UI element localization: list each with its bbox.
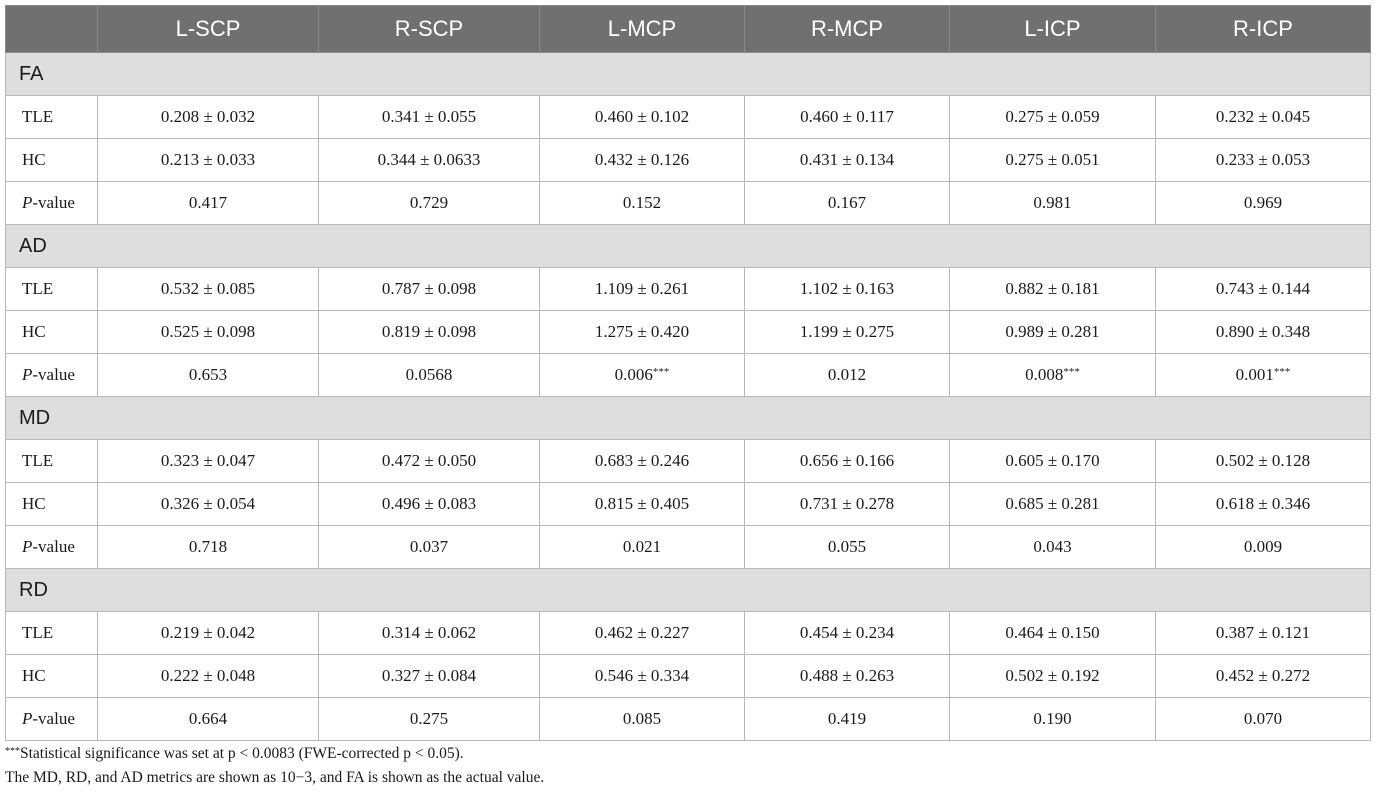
- table-row: [6, 139, 1371, 182]
- table-cell: [950, 526, 1156, 569]
- table-cell: [1156, 526, 1371, 569]
- table-cell: [540, 526, 745, 569]
- column-header-l-mcp: L-MCP: [540, 6, 745, 53]
- row-label-italic: P: [22, 537, 33, 556]
- cell-value: 0.431 ± 0.134: [799, 150, 895, 169]
- cell-value: 0.618 ± 0.346: [1215, 494, 1311, 513]
- table-cell: [745, 268, 950, 311]
- table-cell: [540, 698, 745, 741]
- cell-value: 0.213 ± 0.033: [160, 150, 256, 169]
- cell-value: 0.055: [827, 537, 867, 556]
- cell-value: 0.012: [827, 365, 867, 384]
- data-table: [5, 5, 1371, 741]
- table-cell: [950, 354, 1156, 397]
- table-cell: [950, 440, 1156, 483]
- column-header-l-scp: L-SCP: [98, 6, 319, 53]
- cell-value: 0.208 ± 0.032: [160, 107, 256, 126]
- row-label: [6, 526, 98, 569]
- row-label: TLE: [6, 268, 98, 311]
- table-cell: [1156, 182, 1371, 225]
- footnote-metrics: The MD, RD, and AD metrics are shown as 10−3, and FA is shown as the actual value.: [5, 769, 545, 786]
- footnote-significance-text: Statistical significance was set at p < 0.0083 (FWE-corrected p < 0.05).: [20, 745, 464, 762]
- cell-value: 0.729: [409, 193, 449, 212]
- table-row: [6, 612, 1371, 655]
- row-label: TLE: [6, 440, 98, 483]
- table-cell: [950, 311, 1156, 354]
- row-label: HC: [6, 139, 98, 182]
- row-label-italic: P: [22, 193, 33, 212]
- cell-value: 0.190: [1033, 709, 1072, 728]
- cell-value: 0.314 ± 0.062: [381, 623, 477, 642]
- row-label: [6, 698, 98, 741]
- table-row: [6, 268, 1371, 311]
- table-cell: [1156, 655, 1371, 698]
- table-cell: [745, 311, 950, 354]
- cell-value: 0.532 ± 0.085: [160, 279, 256, 298]
- section-title: MD: [6, 397, 1371, 440]
- table-row: [6, 182, 1371, 225]
- cell-value: 0.222 ± 0.048: [160, 666, 256, 685]
- table-cell: [540, 440, 745, 483]
- cell-value: 0.460 ± 0.117: [800, 107, 894, 126]
- cell-value: 0.546 ± 0.334: [594, 666, 690, 685]
- table-body: [6, 53, 1371, 741]
- section-row-ad: [6, 225, 1371, 268]
- row-label: HC: [6, 655, 98, 698]
- cell-value: 0.488 ± 0.263: [799, 666, 895, 685]
- table-cell: [950, 612, 1156, 655]
- table-cell: [319, 483, 540, 526]
- table-cell: [319, 526, 540, 569]
- cell-value: 0.232 ± 0.045: [1215, 107, 1311, 126]
- table-cell: [745, 612, 950, 655]
- table-cell: [319, 698, 540, 741]
- table-cell: [745, 655, 950, 698]
- cell-value: 0.969: [1243, 193, 1283, 212]
- table-cell: [98, 311, 319, 354]
- cell-value: 0.502 ± 0.128: [1215, 451, 1311, 470]
- table-row: [6, 354, 1371, 397]
- cell-value: 0.731 ± 0.278: [799, 494, 895, 513]
- table-cell: [98, 526, 319, 569]
- row-label-rest: -value: [32, 365, 75, 384]
- table-cell: [98, 698, 319, 741]
- cell-value: 0.656 ± 0.166: [799, 451, 895, 470]
- cell-value: 0.417: [188, 193, 228, 212]
- table-cell: [98, 483, 319, 526]
- cell-value: 0.021: [622, 537, 662, 556]
- header-row: [6, 6, 1371, 53]
- section-title: RD: [6, 569, 1371, 612]
- cell-value: 0.743 ± 0.144: [1215, 279, 1311, 298]
- table-cell: [540, 139, 745, 182]
- table-cell: [319, 182, 540, 225]
- section-row-fa: [6, 53, 1371, 96]
- cell-value: 1.199 ± 0.275: [799, 322, 895, 341]
- column-header-r-icp: R-ICP: [1156, 6, 1371, 53]
- table-row: [6, 655, 1371, 698]
- row-label: TLE: [6, 612, 98, 655]
- table-cell: [1156, 96, 1371, 139]
- table-cell: [319, 96, 540, 139]
- row-label-italic: P: [22, 365, 33, 384]
- cell-value: 0.890 ± 0.348: [1215, 322, 1311, 341]
- cell-value: 0.275 ± 0.051: [1005, 150, 1100, 169]
- cell-value: 0.605 ± 0.170: [1005, 451, 1100, 470]
- table-cell: [98, 96, 319, 139]
- column-header-l-icp: L-ICP: [950, 6, 1156, 53]
- table-cell: [1156, 139, 1371, 182]
- cell-value: 0.454 ± 0.234: [799, 623, 895, 642]
- cell-value: 0.233 ± 0.053: [1215, 150, 1311, 169]
- cell-value: 0.0568: [405, 365, 453, 384]
- cell-value: 0.037: [409, 537, 449, 556]
- cell-value: 0.664: [188, 709, 228, 728]
- section-title: AD: [6, 225, 1371, 268]
- table-footnotes: [5, 743, 544, 789]
- cell-value: 0.006: [614, 365, 653, 384]
- row-label: [6, 182, 98, 225]
- cell-value: 0.502 ± 0.192: [1005, 666, 1100, 685]
- table-cell: [540, 483, 745, 526]
- section-title: FA: [6, 53, 1371, 96]
- table-cell: [319, 440, 540, 483]
- table-row: [6, 698, 1371, 741]
- table-cell: [540, 354, 745, 397]
- row-label: [6, 354, 98, 397]
- table-cell: [745, 96, 950, 139]
- cell-value: 0.275 ± 0.059: [1005, 107, 1100, 126]
- cell-value: 0.070: [1243, 709, 1283, 728]
- cell-value: 0.009: [1243, 537, 1283, 556]
- footnote-significance: [5, 743, 544, 767]
- table-cell: [319, 311, 540, 354]
- cell-value: 0.432 ± 0.126: [594, 150, 690, 169]
- significance-mark: ***: [1063, 366, 1080, 378]
- table-cell: [540, 96, 745, 139]
- significance-mark: ***: [1273, 366, 1291, 378]
- cell-value: 0.460 ± 0.102: [594, 107, 690, 126]
- row-label-rest: -value: [32, 193, 75, 212]
- cell-value: 0.001: [1235, 365, 1274, 384]
- cell-value: 0.718: [188, 537, 228, 556]
- cell-value: 0.981: [1033, 193, 1072, 212]
- cell-value: 1.275 ± 0.420: [594, 322, 690, 341]
- cell-value: 0.085: [622, 709, 662, 728]
- table-cell: [319, 268, 540, 311]
- table-cell: [1156, 440, 1371, 483]
- table-cell: [319, 655, 540, 698]
- header-corner-cell: [6, 6, 98, 53]
- table-row: [6, 440, 1371, 483]
- cell-value: 0.452 ± 0.272: [1215, 666, 1311, 685]
- table-cell: [745, 440, 950, 483]
- cell-value: 0.167: [827, 193, 867, 212]
- cell-value: 0.275: [409, 709, 449, 728]
- table-cell: [98, 354, 319, 397]
- table-cell: [1156, 698, 1371, 741]
- table-cell: [540, 612, 745, 655]
- table-cell: [540, 182, 745, 225]
- table-cell: [98, 182, 319, 225]
- table-cell: [1156, 483, 1371, 526]
- cell-value: 0.819 ± 0.098: [381, 322, 477, 341]
- cell-value: 0.496 ± 0.083: [381, 494, 477, 513]
- row-label: HC: [6, 311, 98, 354]
- cell-value: 0.472 ± 0.050: [381, 451, 477, 470]
- cell-value: 0.387 ± 0.121: [1215, 623, 1311, 642]
- cell-value: 0.462 ± 0.227: [594, 623, 690, 642]
- table-cell: [745, 483, 950, 526]
- cell-value: 0.323 ± 0.047: [160, 451, 256, 470]
- cell-value: 0.043: [1033, 537, 1072, 556]
- cell-value: 0.419: [827, 709, 867, 728]
- table-cell: [745, 526, 950, 569]
- table-cell: [1156, 268, 1371, 311]
- cell-value: 0.152: [622, 193, 662, 212]
- row-label: HC: [6, 483, 98, 526]
- table-cell: [950, 698, 1156, 741]
- table-cell: [745, 698, 950, 741]
- cell-value: 0.327 ± 0.084: [381, 666, 477, 685]
- table-container: [5, 5, 1370, 741]
- table-row: [6, 96, 1371, 139]
- cell-value: 0.815 ± 0.405: [594, 494, 690, 513]
- row-label-rest: -value: [32, 709, 75, 728]
- table-cell: [98, 440, 319, 483]
- table-cell: [98, 268, 319, 311]
- cell-value: 0.326 ± 0.054: [160, 494, 256, 513]
- table-cell: [950, 182, 1156, 225]
- table-cell: [98, 612, 319, 655]
- table-cell: [950, 268, 1156, 311]
- row-label: TLE: [6, 96, 98, 139]
- cell-value: 0.008: [1025, 365, 1064, 384]
- table-cell: [319, 139, 540, 182]
- cell-value: 0.685 ± 0.281: [1005, 494, 1100, 513]
- column-header-r-scp: R-SCP: [319, 6, 540, 53]
- column-header-r-mcp: R-MCP: [745, 6, 950, 53]
- cell-value: 0.882 ± 0.181: [1005, 279, 1100, 298]
- table-row: [6, 311, 1371, 354]
- row-label-italic: P: [22, 709, 33, 728]
- cell-value: 0.525 ± 0.098: [160, 322, 256, 341]
- table-cell: [745, 182, 950, 225]
- table-cell: [745, 139, 950, 182]
- table-cell: [540, 311, 745, 354]
- cell-value: 1.102 ± 0.163: [799, 279, 895, 298]
- table-cell: [950, 483, 1156, 526]
- table-cell: [319, 612, 540, 655]
- row-label-rest: -value: [32, 537, 75, 556]
- cell-value: 1.109 ± 0.261: [594, 279, 690, 298]
- table-cell: [98, 139, 319, 182]
- table-cell: [745, 354, 950, 397]
- cell-value: 0.683 ± 0.246: [594, 451, 690, 470]
- section-row-rd: [6, 569, 1371, 612]
- cell-value: 0.219 ± 0.042: [160, 623, 256, 642]
- table-cell: [1156, 354, 1371, 397]
- cell-value: 0.787 ± 0.098: [381, 279, 477, 298]
- cell-value: 0.344 ± 0.0633: [377, 150, 481, 169]
- table-cell: [950, 139, 1156, 182]
- cell-value: 0.341 ± 0.055: [381, 107, 477, 126]
- cell-value: 0.989 ± 0.281: [1005, 322, 1100, 341]
- cell-value: 0.653: [188, 365, 228, 384]
- table-header: [6, 6, 1371, 53]
- table-cell: [540, 268, 745, 311]
- table-cell: [1156, 311, 1371, 354]
- table-row: [6, 526, 1371, 569]
- table-cell: [540, 655, 745, 698]
- section-row-md: [6, 397, 1371, 440]
- cell-value: 0.464 ± 0.150: [1005, 623, 1100, 642]
- table-cell: [319, 354, 540, 397]
- table-cell: [1156, 612, 1371, 655]
- table-cell: [950, 655, 1156, 698]
- footnote-stars: ***: [5, 746, 20, 757]
- table-cell: [98, 655, 319, 698]
- table-row: [6, 483, 1371, 526]
- table-cell: [950, 96, 1156, 139]
- significance-mark: ***: [652, 366, 670, 378]
